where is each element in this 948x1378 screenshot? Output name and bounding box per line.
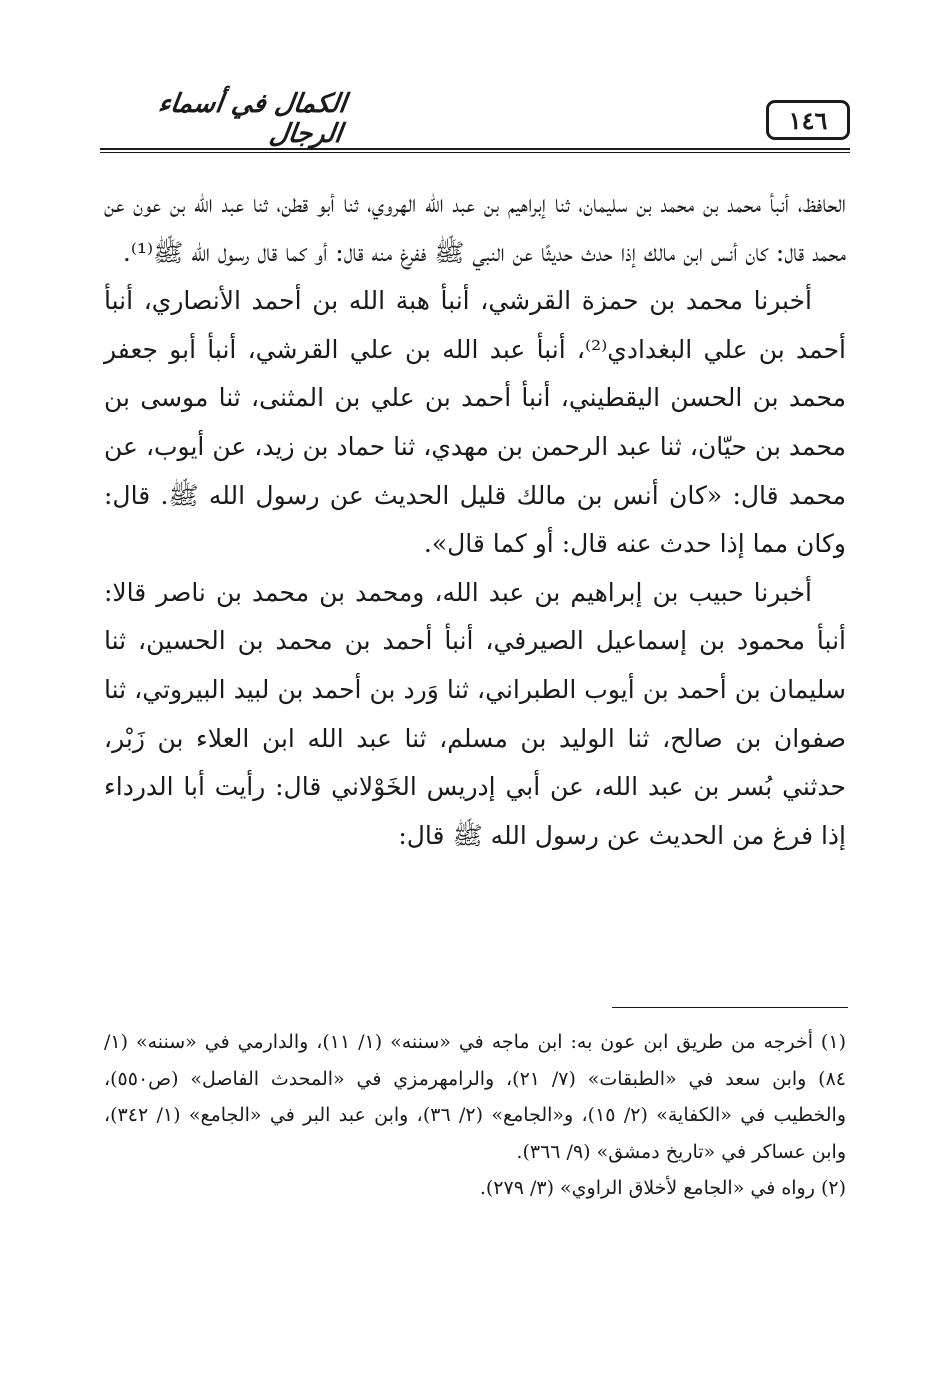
- header-rule-thin: [100, 152, 850, 153]
- page-number: ١٤٦: [766, 100, 850, 140]
- running-title: الكمال في أسماء الرجال: [156, 89, 349, 149]
- paragraph: الحافظ، أنبأ محمد بن محمد بن سليمان، ثنا إبراهيم بن عبد الله الهروي، ثنا أبو قطن، ثنا عبد الله بن عون عن محمد قال: كان أنس ابن مالك إذا حدث حديثًا عن النبي ﷺ ففرغ منه قال: أو كما قال رسول الله ﷺ⁽¹⁾.: [104, 189, 846, 267]
- paragraph: أخبرنا حبيب بن إبراهيم بن عبد الله، ومحمد بن محمد بن ناصر قالا: أنبأ محمود بن إسماعيل الصيرفي، أنبأ أحمد بن محمد بن الحسين، ثنا سليمان بن أحمد بن أيوب الطبراني، ثنا وَرد بن أحمد بن لبيد البيروتي، ثنا صفوان بن صالح، ثنا الوليد بن مسلم، ثنا عبد الله ابن العلاء بن زَبْر، حدثني بُسر بن عبد الله، عن أبي إدريس الخَوْلاني قال: رأيت أبا الدرداء إذا فرغ من الحديث عن رسول الله ﷺ قال:: [104, 577, 846, 850]
- footnotes: [104, 1024, 846, 1207]
- header-rule: [100, 148, 850, 150]
- footnote: (١) أخرجه من طريق ابن عون به: ابن ماجه في «سننه» (١/ ١١)، والدارمي في «سننه» (١/ ٨٤) وابن سعد في «الطبقات» (٧/ ٢١)، والرامهرمزي في «المحدث الفاصل» (ص٥٥٠)، والخطيب في «الكفاية» (٢/ ١٥)، و«الجامع» (٢/ ٣٦)، وابن عبد البر في «الجامع» (١/ ٣٤٢)، وابن عساكر في «تاريخ دمشق» (٩/ ٣٦٦).: [104, 1031, 846, 1163]
- footnote: (٢) رواه في «الجامع لأخلاق الراوي» (٣/ ٢٧٩).: [479, 1177, 846, 1199]
- page-header: [100, 89, 850, 154]
- main-text: [104, 180, 846, 860]
- paragraph: أخبرنا محمد بن حمزة القرشي، أنبأ هبة الله بن أحمد الأنصاري، أنبأ أحمد بن علي البغدادي⁽²⁾، أنبأ عبد الله بن علي القرشي، أنبأ أبو جعفر محمد بن الحسن اليقطيني، أنبأ أحمد بن علي بن المثنى، ثنا موسى بن محمد بن حيّان، ثنا عبد الرحمن بن مهدي، ثنا حماد بن زيد، عن أيوب، عن محمد قال: «كان أنس بن مالك قليل الحديث عن رسول الله ﷺ. قال: وكان مما إذا حدث عنه قال: أو كما قال».: [104, 286, 846, 559]
- footnote-separator: [612, 1007, 848, 1008]
